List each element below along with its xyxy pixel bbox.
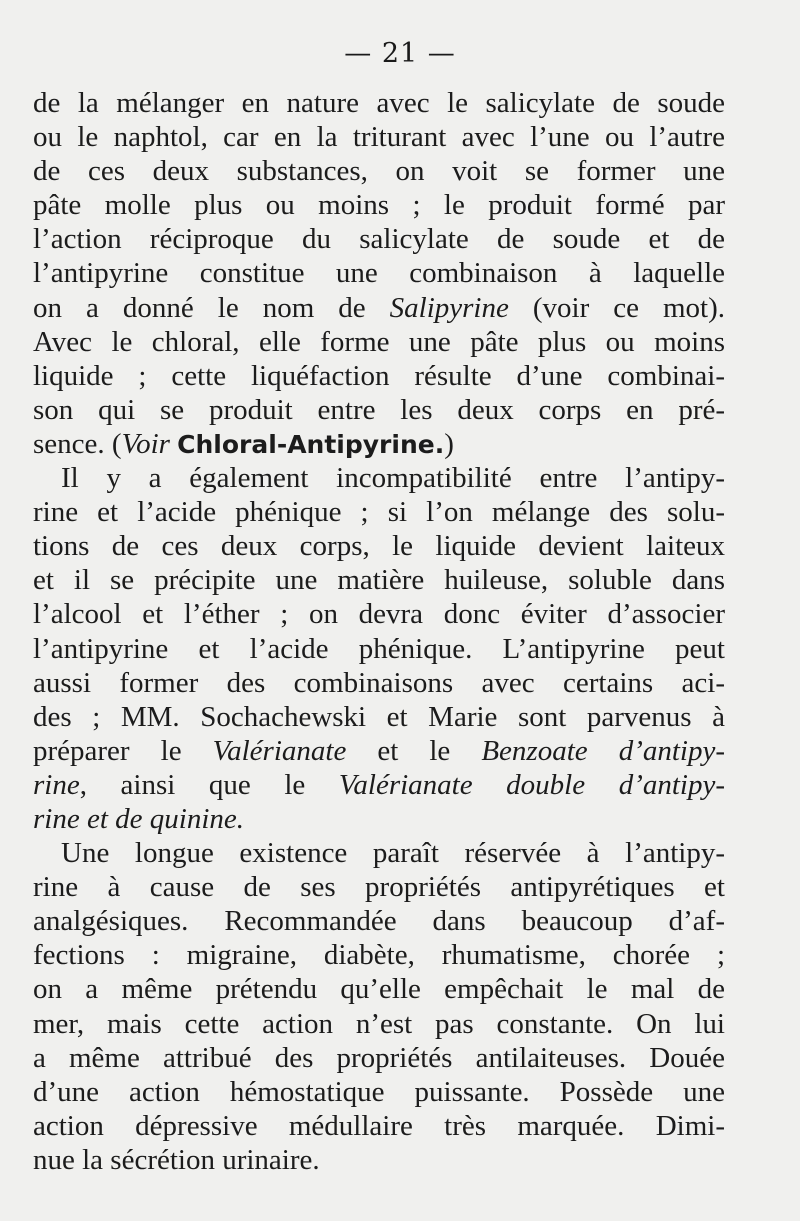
text-line: l’antipyrine constitue une combinaison à laquelle <box>33 257 725 290</box>
italic-term-rine: rine <box>33 768 80 801</box>
text-line: action dépressive médullaire très marquée. Dimi- <box>33 1109 725 1142</box>
text-line <box>33 291 725 325</box>
italic-term-benzoate: Benzoate d’antipy- <box>481 734 725 767</box>
text-line: rine à cause de ses propriétés antipyrétiques et <box>33 871 725 904</box>
text-line: l’antipyrine et l’acide phénique. L’antipyrine peut <box>33 632 725 665</box>
italic-voir: Voir <box>121 427 170 460</box>
text-line: de la mélanger en nature avec le salicylate de soude <box>33 87 725 119</box>
text-line: aussi former des combinaisons avec certains aci- <box>33 666 725 699</box>
text-run: on a donné le nom de <box>33 291 390 324</box>
cross-reference: Chloral-Antipyrine. <box>177 429 445 459</box>
text-run: et le <box>346 734 482 767</box>
text-line: tions de ces deux corps, le liquide devient laiteux <box>33 530 725 563</box>
text-run: préparer le <box>33 734 213 767</box>
text-line: rine et de quinine. <box>33 802 245 835</box>
text-line <box>33 734 725 768</box>
text-run: , ainsi que le <box>79 768 339 801</box>
text-line: rine et l’acide phénique ; si l’on mélange des solu- <box>33 496 725 529</box>
text-line: Il y a également incompatibilité entre l’antipy- <box>61 462 725 495</box>
text-line: analgésiques. Recommandée dans beaucoup d’af- <box>33 905 725 938</box>
text-line: d’une action hémostatique puissante. Possède une <box>33 1075 725 1108</box>
text-line: a même attribué des propriétés antilaiteuses. Douée <box>33 1041 725 1074</box>
text-line <box>33 768 725 802</box>
text-line: pâte molle plus ou moins ; le produit formé par <box>33 189 725 222</box>
italic-term-valerianate: Valérianate <box>212 734 347 767</box>
text-run: sence. ( <box>33 427 122 460</box>
body-text <box>33 86 725 1177</box>
text-line: nue la sécrétion urinaire. <box>33 1143 320 1176</box>
text-line: mer, mais cette action n’est pas constante. On lui <box>33 1007 725 1040</box>
text-line: ou le naphtol, car en la triturant avec l’une ou l’autre <box>33 121 725 154</box>
text-line: l’alcool et l’éther ; on devra donc éviter d’associer <box>33 598 725 631</box>
text-line: on a même prétendu qu’elle empêchait le mal de <box>33 973 725 1006</box>
text-line: et il se précipite une matière huileuse, soluble dans <box>33 564 725 597</box>
text-line: liquide ; cette liquéfaction résulte d’une combinai- <box>33 359 725 392</box>
text-line: de ces deux substances, on voit se former une <box>33 155 725 188</box>
text-run: (voir ce mot). <box>508 291 725 324</box>
text-line: Avec le chloral, elle forme une pâte plus ou moins <box>33 325 725 358</box>
page-number: — 21 — <box>344 38 456 69</box>
text-line: l’action réciproque du salicylate de soude et de <box>33 223 725 256</box>
text-line: son qui se produit entre les deux corps en pré- <box>33 393 725 426</box>
text-line <box>33 427 725 461</box>
text-line: des ; MM. Sochachewski et Marie sont parvenus à <box>33 700 725 733</box>
italic-term-salipyrine: Salipyrine <box>389 291 509 324</box>
text-run: ) <box>444 427 454 460</box>
italic-term-valerianate-double: Valérianate double d’antipy- <box>338 768 725 801</box>
text-line: fections : migraine, diabète, rhumatisme, chorée ; <box>33 939 725 972</box>
text-line: Une longue existence paraît réservée à l’antipy- <box>61 837 725 870</box>
